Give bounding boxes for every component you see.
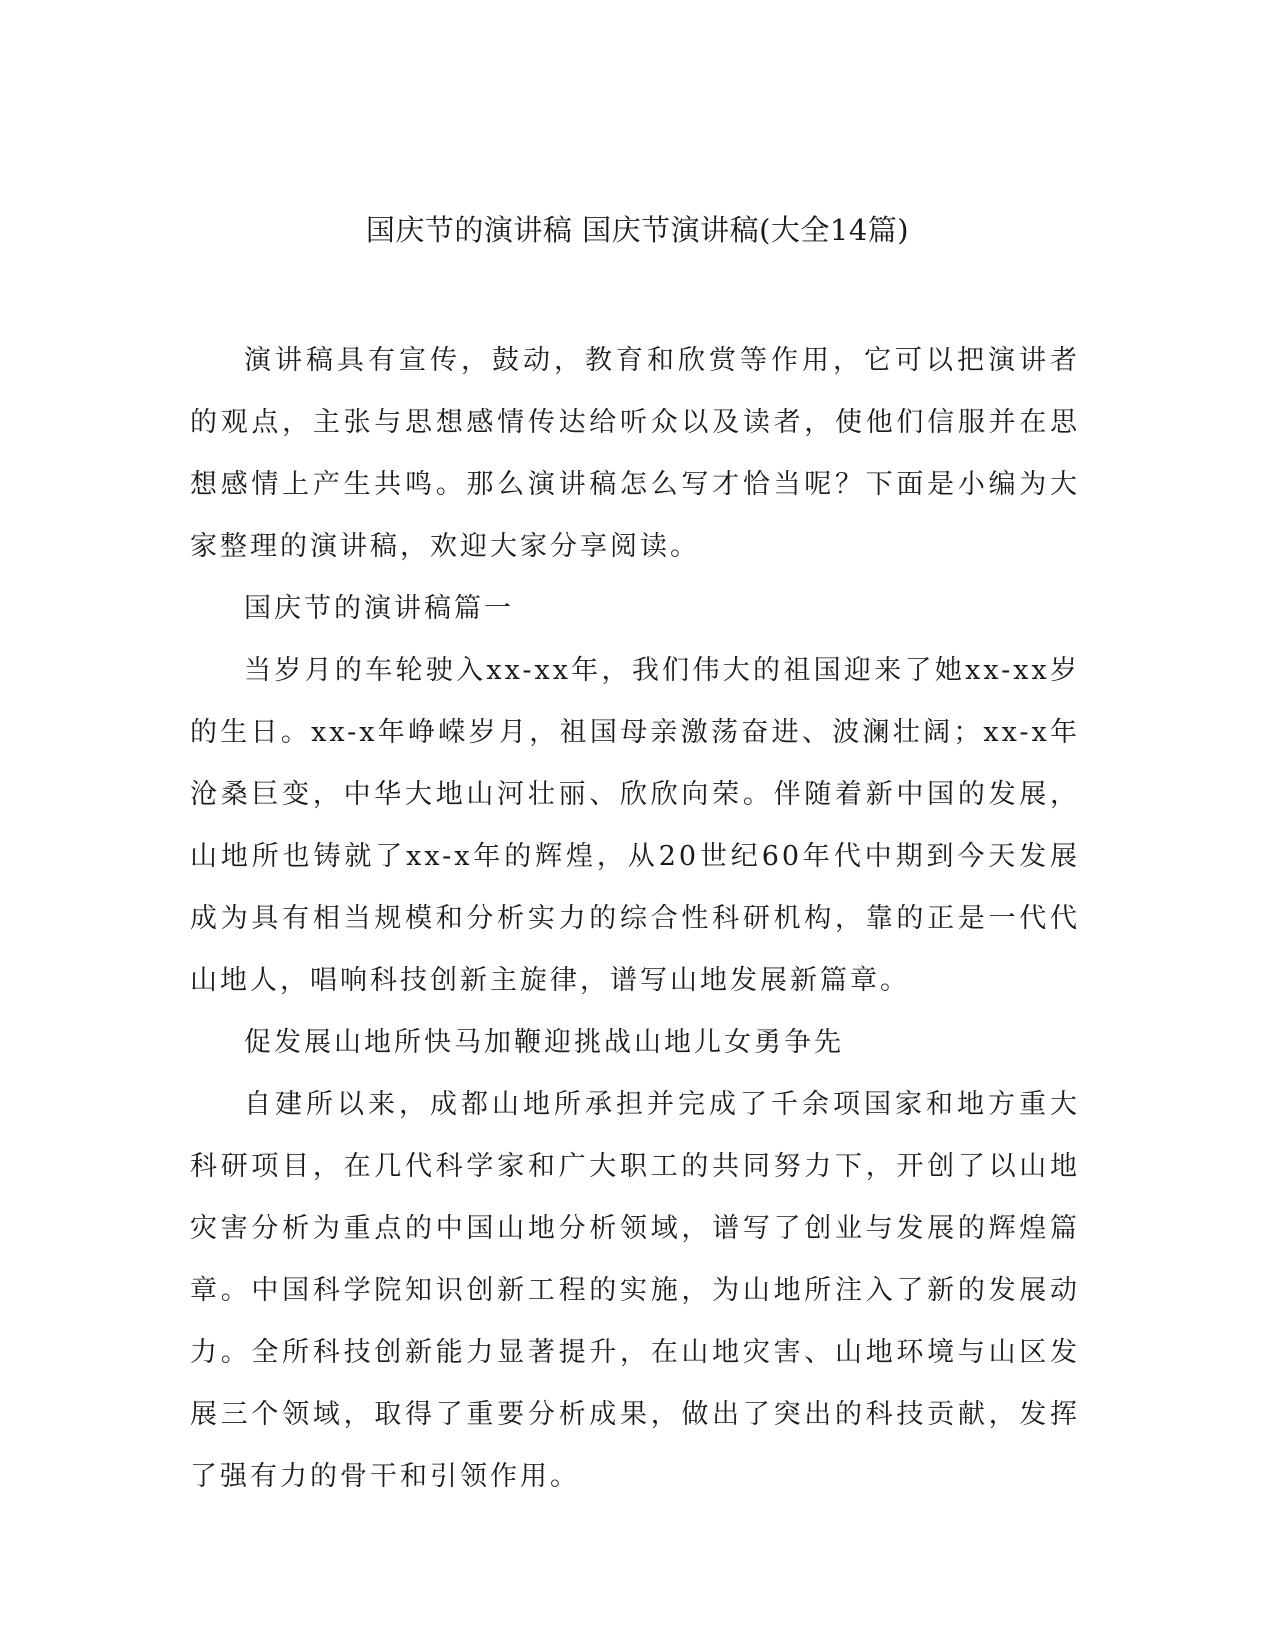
document-title: 国庆节的演讲稿 国庆节演讲稿(大全14篇) — [365, 213, 910, 247]
paragraph-intro: 演讲稿具有宣传，鼓动，教育和欣赏等作用，它可以把演讲者的观点，主张与思想感情传达给听众以及读者，使他们信服并在思想感情上产生共鸣。那么演讲稿怎么写才恰当呢？下面是小编为大家整理的演讲稿，欢迎大家分享阅读。 — [190, 345, 1080, 562]
paragraph-birthday: 当岁月的车轮驶入xx-xx年，我们伟大的祖国迎来了她xx-xx岁的生日。xx-x年峥嵘岁月，祖国母亲激荡奋进、波澜壮阔；xx-x年沧桑巨变，中华大地山河壮丽、欣欣向荣。伴随着新中国的发展，山地所也铸就了xx-x年的辉煌，从20世纪60年代中期到今天发展成为具有相当规模和分析实力的综合性科研机构，靠的正是一代代山地人，唱响科技创新主旋律，谱写山地发展新篇章。 — [190, 655, 1080, 996]
paragraph-achievements: 自建所以来，成都山地所承担并完成了千余项国家和地方重大科研项目，在几代科学家和广大职工的共同努力下，开创了以山地灾害分析为重点的中国山地分析领域，谱写了创业与发展的辉煌篇章。中国科学院知识创新工程的实施，为山地所注入了新的发展动力。全所科技创新能力显著提升，在山地灾害、山地环境与山区发展三个领域，取得了重要分析成果，做出了突出的科技贡献，发挥了强有力的骨干和引领作用。 — [190, 1089, 1080, 1492]
document-body — [190, 330, 1080, 1508]
section-heading-2: 促发展山地所快马加鞭迎挑战山地儿女勇争先 — [244, 1027, 844, 1058]
section-heading-1: 国庆节的演讲稿篇一 — [244, 593, 514, 624]
